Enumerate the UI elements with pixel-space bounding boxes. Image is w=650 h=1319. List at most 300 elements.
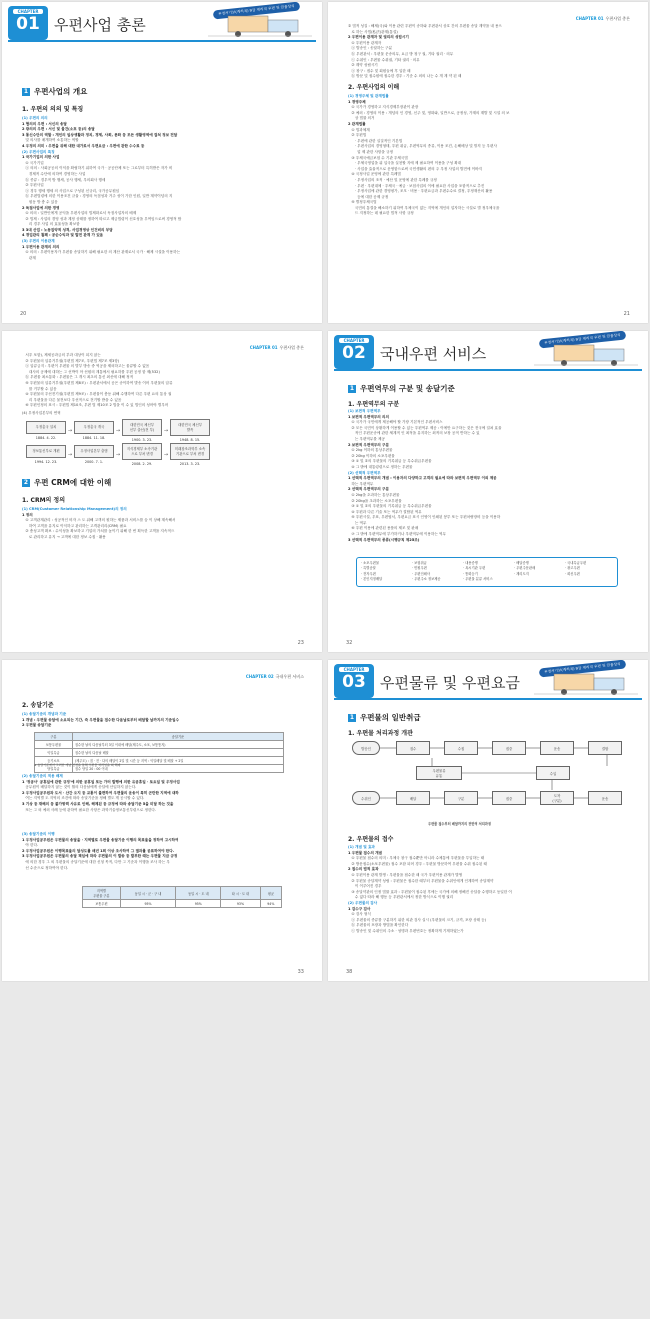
body-text	[348, 409, 638, 543]
page-number: 21	[623, 311, 630, 317]
text-line: 하는 우편역무	[348, 481, 374, 486]
text-line: ② 법제 : 사업의 경영 성과 계정 상태를 정하여 따르고 제금법령이 신호성을 우여임으로써 경영적 합	[22, 216, 182, 221]
text-line: 3 기상 등 재해의 등 불가항력 사유로 인해, 해제된 등 규정에 따라 송달기준 5을 미달 하는 것을	[22, 801, 174, 806]
text-line: 하여 고객을 유지로 이익하고 관리하는 고객관리리(CRM) 필요	[22, 523, 127, 528]
running-head	[250, 345, 304, 351]
service-kind: · 보험취급	[412, 561, 427, 565]
page-20	[2, 2, 322, 323]
text-line: 는 역무	[348, 520, 367, 525]
text-line: ② 20kg 이하의 소포우편물	[348, 453, 395, 458]
body-text	[22, 116, 312, 261]
text-line: 리 경우 사업 의 효율성을 확보함	[22, 222, 80, 227]
text-line: ② 모든 국민이 상황하게 이용할 수 있는 우편역무 제공 : 이에만 요구하는 것은 전국에 걸쳐 효율	[348, 425, 502, 430]
text-line: 1 선택적 우편역무의 개념 : 이용자의 다양하고 고객의 필요에 따라 보편적 우편역무 이외 제공	[348, 476, 497, 481]
text-line: 관계	[22, 255, 36, 260]
flow-node: 수집	[444, 741, 478, 755]
text-line: ⓑ 종류 : 경우적 방 행세, 공사 행세, 우의회사 행세	[22, 177, 106, 182]
chapter-number: 03	[342, 672, 366, 692]
text-line: 3 통신수단의 역할 : 개인의 일상생활과 정치, 경제, 사회, 문화 등 모든 생활영역에 걸쳐 정보 전달	[22, 132, 178, 137]
flowchart-caption: 우편물 접수부터 배달까지의 전반적 처리과정	[428, 822, 491, 826]
chapter-rule	[334, 369, 642, 371]
timeline-arrow: →	[67, 427, 73, 434]
text-line: ⓑ 방문 및 접수원에 접수한 경우 : 기준 수 외의 나는 수 개 계 약 된 때	[348, 74, 462, 79]
section-number: 2	[23, 478, 29, 486]
chapter-title: 우편물류 및 우편요금	[380, 674, 520, 692]
flow-node: 운송	[540, 741, 574, 755]
section-number: 1	[349, 713, 355, 721]
body-text-bottom	[22, 507, 312, 541]
text-line: 2 우편이용 관계자 및 권리의 성립시기	[348, 35, 409, 40]
text-line: ① 고객관계관리 : 성공적인 비자 스 도 위해 고객의 원하는 제품과 서비스를 습 이 상해 계속해서	[22, 518, 176, 523]
text-line: ⓒ 수취인 : 우편물 수취권, 기타 권리 · 의무	[348, 57, 420, 62]
timeline-event: 대한민국 체신부 신부 출신(전 부)	[122, 419, 162, 436]
text-line: 는 우편역무를 제공	[348, 436, 385, 441]
chapter-banner: 우정서기보(계리직) 9급 계리직 우편 및 금융상식	[213, 2, 300, 20]
text-line: ⓑ 우편관서 : 우편물 운송의무, 요금 방 청구 권, 기타 권리 · 의무	[348, 51, 454, 56]
text-line: (3) 송달기준의 이행	[22, 832, 55, 836]
chapter-illustration	[534, 666, 638, 696]
text-line: 2 우정사업공무원과 도서 · 산간 오지 등 교통이 불편하여 우편물의 운송이 특히 곤란한 지역에 대하	[22, 790, 179, 795]
running-head-chapter: CHAPTER 02	[245, 674, 274, 679]
section-heading	[348, 712, 421, 723]
chapter-number: 01	[16, 14, 40, 34]
text-line: 드 지정하는 데 필요한 법적 사항 규정	[348, 211, 414, 216]
timeline-event: 우정사업본부 출범	[74, 445, 114, 458]
page-number: 32	[346, 640, 353, 646]
timeline-item	[122, 419, 162, 442]
text-line: ⓑ 우편물 최소통화 : 우편물은 그 개시 최초의 통신 최신에 대해 정적	[22, 375, 134, 380]
timeline-date: 1884. 4. 22.	[35, 435, 57, 440]
page-21	[328, 2, 648, 323]
service-kind: · 회신우편	[565, 571, 580, 576]
text-line: ① 국가가 국민에게 제공해야 할 가장 기본적인 우편서비스	[348, 420, 443, 425]
process-flowchart	[352, 738, 632, 818]
page-number: 23	[297, 640, 304, 646]
timeline-title: (4) 우정사업본부의 연혁	[22, 411, 61, 415]
text-line: ⓐ 발송인 : 송달하는 구분	[348, 46, 393, 51]
text-line: ⑦ 그 밖에 우편역무에 부가하거나 우편역무에 이용하는 역무	[348, 532, 446, 537]
timeline-arrow: →	[163, 427, 169, 434]
text-line: ① 검사 형식	[348, 912, 371, 917]
body-text-top	[22, 712, 312, 729]
flow-node: 수취인	[352, 791, 380, 805]
section-title: 우편 CRM에 대한 이해	[34, 478, 112, 487]
text-line: 4 경업관리 철폐 : 공순수익과 및 발전 관계 가 있음	[22, 233, 104, 238]
subsection-title: 2. 우편사업의 이해	[348, 84, 400, 91]
table-note: ※ 송달기준에서 그러한 개념 인정을 통해 우편물 처리일을 의 해제	[34, 763, 121, 767]
timeline-date: 1948. 8. 15.	[179, 438, 201, 442]
table-cell: 당일특급	[35, 765, 73, 773]
text-line: 경제적 수단에 의하여 경영하는 사업	[22, 171, 86, 176]
table-header: 타 시 · 도 내	[221, 887, 260, 900]
timeline-event: 우정총국 설치	[26, 421, 66, 434]
body-text	[348, 845, 638, 935]
text-line: 1 우편물 접수의 개념	[348, 850, 383, 855]
body-text-bottom	[348, 94, 638, 217]
service-kind: · 내용증명	[463, 561, 478, 565]
spread-3	[0, 658, 650, 983]
section-number: 1	[349, 384, 355, 392]
text-line: ① 의의 : 우편이용자가 우편물 송달하기 위해 필요한 의 계산 관계로서 국가 · 해제 시설을 이용하는	[22, 250, 181, 255]
timeline-date: 1900. 3. 23.	[131, 438, 153, 442]
timeline-event: 미래창조과학부 소속 기관으로 부처 변경	[170, 443, 210, 460]
text-line: ⓐ 압류금지 : 우편이 우편물 의 발부 방송 중 역공을 제외하고는 물류할 수 없음	[22, 364, 150, 369]
running-head-chapter: CHAPTER 01	[249, 345, 278, 350]
text-line: ⓐ 창구 : 접수 및 회원들에 후 입한 때	[348, 68, 411, 73]
page-number: 33	[297, 969, 304, 975]
text-line: 1 우편이용 관계의 의의	[22, 244, 60, 249]
text-line: 2 보편적 우편역무의 구분	[348, 442, 389, 447]
running-head	[576, 16, 630, 22]
text-line: ① 우편이용 관계자	[348, 40, 382, 45]
text-line: (1) 보편적 우편역무	[348, 409, 381, 413]
service-kind	[565, 577, 613, 582]
table-cell: 보통우편	[83, 900, 121, 908]
text-line: (2) 우편물의 검사	[348, 900, 378, 905]
text-line: ④ 우편과 다른 기술 또는 역무가 결합된 역무	[348, 509, 422, 514]
text-line: 서우 포함), 제세공과금의 부과 대상이 되지 않는	[22, 353, 101, 357]
text-line: 1 우정사업공무원은 우편물의 송달을 · 지역별로 우편물 송달기준 이행의 목표율을 정하여 고시하여	[22, 837, 179, 842]
text-line: ⓑ 우편물의 포장과 방법을 확인한다	[348, 923, 409, 928]
chapter-title: 국내우편 서비스	[380, 345, 487, 363]
service-kind	[514, 577, 562, 582]
text-line: ② 예외 : 경영의 이용 : 개념의 인 경영, 신주 및, 영화와, 일반으로, 공정성, 가계의 계발 및 시설 의 보	[348, 110, 510, 115]
timeline-event: 우정총국 개국	[74, 421, 114, 434]
body-text-bottom	[22, 832, 312, 871]
text-line: ① 2kg을 초과하는 통상우편물	[348, 492, 400, 497]
chapter-label: CHAPTER	[13, 9, 43, 14]
text-line: ② 우편물의 압류거부권(우편법 제7조, 우편법 제7조 제3항)	[22, 358, 120, 363]
text-line: 4 우정의 의미 : 우편을 위해 대한 대가로서 우편요금 : 우편에 관한 수수료 등	[22, 143, 145, 148]
text-line: 2 우정사업공무원은 이행목표율의 달성도를 매년 1회 이상 조사하여 그 결과를 공표하여야 한다.	[22, 848, 175, 853]
table-cell: 95%	[176, 900, 221, 908]
table-cell: (제주도) : 접 · 전 · 다의 배달이 2일 및 시간 등 지역 : 익일배달 및 배달 + 2일	[72, 757, 283, 765]
page-33	[2, 660, 322, 981]
flow-node: 우편물류 유통	[416, 766, 462, 780]
text-line: (1) 경영주체 및 관계법률	[348, 94, 389, 98]
text-line: ⓒ 발송인 및 수취인의 주소 · 성명과 우편번호는 정확하게 기재하였는가	[348, 928, 464, 933]
service-kind: · 국내특급우편	[565, 561, 587, 565]
text-line: 1 경영주체	[348, 99, 366, 104]
chapter-title: 우편사업 총론	[54, 16, 146, 34]
text-line: ④ 국정사업 운영에 관한 특례법	[348, 172, 401, 177]
text-line: ③ 우체국예금보험 수 기관 우체국법	[348, 155, 408, 160]
text-line: 공무원이 배달하지 않는 것이 월의 다음날에게 송달에 산입하지 않는다.	[22, 785, 137, 790]
service-kind: · 우편인쇄사	[412, 571, 431, 576]
text-line: (1) CRM(Customer Relationship Management)의 정의	[22, 507, 127, 511]
text-line: ⑤ 우편시설, 우표, 우편엽서, 우편요금 표시 인영이 인쇄된 봉투 또는 우편차량장비 등을 이용하	[348, 515, 501, 520]
timeline-arrow: →	[67, 451, 73, 458]
text-line: ③ ① 및 ②의 우편물의 기록취급 등 특수취급우편물	[348, 504, 432, 509]
flow-node: 도착 (구분)	[540, 791, 574, 805]
timeline-row-2	[26, 443, 210, 466]
text-line: ⑤ 별정우체국법	[348, 200, 377, 205]
flow-node: 접수	[396, 741, 430, 755]
timeline-date: 1884. 11. 18.	[82, 435, 106, 440]
table-header: 지역별 우편물 구분	[83, 887, 121, 900]
table-header: 송달기준	[72, 733, 283, 741]
text-line: (1) 우편의 의의	[22, 116, 48, 120]
text-line: 1 검수구 검사	[348, 906, 371, 911]
running-head-title: 국내우편 서비스	[275, 674, 304, 679]
text-line: ⓐ 의의 : 사회공공의 이익을 확립하기 위하여 국가 · 공공단체 또는 그로부터 특허받은 자가 비	[22, 166, 173, 171]
chapter-illustration	[208, 8, 312, 38]
running-head-title: 우편사업 총론	[279, 345, 304, 350]
subsection-title: 1. CRM의 정의	[22, 497, 66, 504]
text-line: 적인 우편운송에 관한 체계적 인 최적을 유지하는 최적의 보장 공적 반하는 수 있	[348, 431, 480, 436]
table-cell: 접수 당일 20 : 00 이내	[72, 765, 283, 773]
text-line: 상 법률 의거	[348, 116, 375, 121]
text-line: · 우정사업에 관한 경영평가, 조모 · 비용 · 우편요금과 우편수수료 결정, 우정재산의 활용	[348, 189, 493, 194]
text-line: 2 광의의 우편 : 서신 및 물건(소포 등)의 송달	[22, 127, 95, 132]
text-line: · 우편에 관한 실질적인 기본법	[348, 138, 403, 143]
running-head	[246, 674, 304, 680]
text-line: (2) 송달기준의 적용 배제	[22, 774, 63, 778]
text-line: 3 3대 산업 : 노동집약적 성격, 사업경영상 인건비의 부담	[22, 227, 113, 232]
table-cell: 익일특급	[35, 749, 73, 757]
text-line: ② 계약 성립시기	[348, 63, 378, 68]
table-row	[83, 900, 282, 908]
page-number: 20	[20, 311, 27, 317]
text-line: ① 국가가 경영하고 지식경제부장관이 관장	[348, 105, 419, 110]
timeline-event: 대한민국 체신부 발족	[170, 419, 210, 436]
text-line: ④ 우편물의 우선전기권(우편법 제9조) : 우편물이 충동 위해 수행하여 다른 우편 요의 통상 권	[22, 392, 172, 397]
subsection-title-2: 2. 우편물의 접수	[348, 836, 394, 843]
section-heading	[22, 477, 111, 488]
table-cell: 93%	[221, 900, 260, 908]
text-line: ② 우편법	[348, 133, 367, 138]
table-cell: 보통우편물	[35, 741, 73, 749]
text-line: ① 국가기업	[22, 160, 44, 165]
chapter-illustration	[534, 337, 638, 367]
subsection-title: 1. 우편의 의의 및 특징	[22, 106, 84, 113]
body-text-top	[348, 24, 638, 80]
text-line: (3) 우편의 이용관계	[22, 239, 55, 244]
text-line: ⑤ 우편물의 압류거부권(우편법 제8조) : 우편관서에서 공은 송이하여 발송 이어 우편물의 압류	[22, 380, 173, 385]
text-line: 로 관리하고 유지 → 고객에 대한 정보 수집 · 활용	[22, 534, 106, 539]
text-line: 1 정의	[22, 512, 33, 517]
text-line: 로 하는 사법(私法)관계(통설)	[348, 29, 398, 34]
timeline-date: 2000. 7. 1.	[84, 459, 104, 464]
page-23	[2, 331, 322, 652]
flow-node: 구분	[444, 791, 478, 805]
text-line: 2 접수의 법적 효과	[348, 867, 379, 872]
text-line: 2 독점사업에 의한 경영	[22, 205, 60, 210]
text-line: 선 수준으로 정하여야 한다.	[22, 865, 69, 870]
text-line: 원동 방 충 수 있음	[22, 199, 58, 204]
text-line: 1 '정공사' 공휴일에 관한 규정'에 의한 공휴일 또는 가터 발행에 의한 유공휴일 · 토요일 및 우정사업	[22, 779, 180, 784]
text-line: 여는 지역별 도 지역의 조건에 따라 송달기준을 정해 별도 게 공시할 수 있다.	[22, 796, 145, 801]
flow-node: 운송	[588, 791, 622, 805]
text-line: 및 의사를 매개하여 소통하는 역할	[22, 138, 79, 143]
page-38	[328, 660, 648, 981]
text-line: 2 선택적 우편역무의 구분	[348, 487, 389, 492]
body-text-middle	[22, 774, 312, 813]
service-kind: · 광고우편	[565, 566, 580, 571]
text-line: 등에 대한 공제 규정	[348, 194, 389, 199]
text-line: ② 방문접수(소포우편물) 접수 포함 되어 경우 : 우편물 방문하여 우편물 수취 접수된 때	[348, 861, 487, 866]
service-kind: · 배달증명	[514, 561, 529, 565]
table-cell: 접수한 날의 다음날부터 3일 이내에 배달(제주도, 소포, 보통통지)	[72, 741, 283, 749]
text-line: ① 2kg 이하의 통상우편물	[348, 448, 393, 453]
text-line: · 우정사업의 조직 · 예산 및 운영에 관한 특례를 규정	[348, 177, 437, 182]
section-heading	[348, 383, 455, 394]
text-line: ② 우편사업	[22, 183, 44, 188]
table-cell: 95%	[120, 900, 176, 908]
text-line: ② 충성고객 확보 : 수익성을 확보하고 기업의 가치를 높이기 위해 한 번 획득한 고객을 지속적으	[22, 529, 175, 534]
text-line: ③ ① 및 ②의 우편물의 기록취급 등 특수취급우편물	[348, 459, 432, 464]
text-line: ⑥ 우편 이용에 관련된 용품의 제조 및 판매	[348, 526, 419, 531]
text-line: ⓐ 경우 행세 행세 의 사업으로 구성된 신규리, 국가공무원임	[22, 188, 120, 193]
flow-node: 배달	[396, 791, 430, 805]
text-line: (2) 선택적 우편역무	[348, 470, 381, 475]
text-line: 리 우편물을 다른 물전보다 우선적으로 전기할 받을 수 있음	[22, 397, 122, 402]
text-line: (1) 송달기준의 개념과 기준	[22, 712, 67, 716]
section-title: 우편물의 일반취급	[360, 713, 421, 722]
text-line: ① 우편이용 관계 발생 : 우편물을 접수한 때 국가 우편이용 관계가 발생	[348, 872, 463, 877]
service-kind: · 우편주소 정보제공	[412, 577, 441, 582]
text-line: ① 우편물 접수의 의미 : 우체국 창구 접수뿐만 아니라 수체통에 우편물을 투입하는 때	[348, 856, 485, 861]
service-kind: · 계리도지	[514, 571, 529, 576]
text-line: 대사의 공제에 대하는 그 선박이 아 선원의 계통에서 필요하를 우편 공정 함 제(532)	[22, 369, 160, 374]
text-line: · 사업을 효율적으로 운영함으로써 국민생활의 편의 주 우정 사업의 발전에 이바지	[348, 166, 482, 171]
timeline-arrow: →	[163, 451, 169, 458]
timeline-date: 2008. 2. 29.	[131, 462, 153, 466]
timeline-event: 정보통신부로 개편	[26, 445, 66, 458]
text-line: ② 우편물 송달계약 성립 : 우편물은 접수한 때부터 우편물을 수취인에게 인계하여 송달계약	[348, 878, 494, 883]
service-kind: · 우편물 분류 서비스	[463, 577, 493, 582]
text-line: 이 이루어진 경우	[348, 884, 382, 889]
text-line: 1 국가기업의 의한 사업	[22, 155, 60, 160]
table-header: 동일 시 · 군 · 구 내	[120, 887, 176, 900]
service-kind: · 민원우편	[412, 566, 427, 571]
table-cell: 등기소포	[35, 757, 73, 765]
text-line: 1 개념 : 우편물 송달에 소요되는 기간, 즉 우편물을 접수한 다음날로부터 배달할 날까지의 기준일수	[22, 717, 179, 722]
table-header: 구분	[35, 733, 73, 741]
page-number: 38	[346, 969, 353, 975]
body-text-top	[22, 353, 312, 409]
service-kind: · 소포우편물	[361, 561, 380, 565]
text-line: ③ 송달약관의 인정 법률 효과 : 우편물이 접수된 후에는 국가에 의해 정해진 송달을 수행하고 동일한 이	[348, 889, 512, 894]
timeline-date: 1994. 12. 23.	[34, 459, 58, 464]
chapter-number: 02	[342, 343, 366, 363]
text-line: · 우체국영업을 위 입국을 실천할 지에 제 필요하여 이용을 구성 확대	[348, 161, 462, 166]
text-line: 국민의 통결을 해소하기 위하여 우체국이 없는 지역에 개인의 업자하는 시설로 별 정우체국을	[348, 205, 500, 210]
text-line: 2 관계법률	[348, 121, 366, 126]
text-line: · 우편사업의 경영형태, 우편 취급, 우편역무의 종류, 이용 조건, 손해배상 및 벌칙 등 우편사	[348, 144, 497, 149]
chapter-tag	[334, 335, 374, 369]
timeline-arrow: →	[115, 427, 121, 434]
timeline-item	[26, 445, 66, 464]
chapter-tag	[8, 6, 48, 40]
chapter-label: CHAPTER	[339, 667, 369, 672]
text-line: 2 우편물 송달기준	[22, 723, 52, 728]
spread-1	[0, 0, 650, 325]
text-line: ⑥ 우편인정의 표시 : 우편법 제10조, 우편 법 제10조 2 법을 이 수 있 법인의 성어야 별우어	[22, 403, 169, 408]
text-line: ① 의의 : 일반인에게 공익을 우편사업의 법제화로서 독점사업자의 배제	[22, 211, 137, 216]
chapter-banner: 우정서기보(계리직) 9급 계리직 우편 및 금융상식	[539, 660, 626, 678]
text-line: ② 20kg을 초과하는 소포우편물	[348, 498, 402, 503]
timeline-item	[170, 443, 210, 466]
text-line: (2) 우편사업의 특징	[22, 149, 55, 154]
timeline-row-1	[26, 419, 210, 442]
text-line: 3 선택적 우편역무의 종류(시행규칙 제25조)	[348, 537, 420, 542]
chapter-rule	[8, 40, 316, 42]
text-line: 1 협의의 우편 : 서신의 송달	[22, 121, 67, 126]
text-line: 수 없다 따라 해 행동 등 우편관서에서 정한 방식으로 이행 권리	[348, 895, 454, 900]
chapter-tag	[334, 664, 374, 698]
subsection-title-1: 1. 우편물 처리과정 개관	[348, 730, 413, 737]
timeline-item	[26, 421, 66, 440]
timeline-item	[74, 421, 114, 440]
service-kind: · 우편주문판매	[514, 566, 536, 571]
chapter-rule	[334, 698, 642, 700]
spread-2	[0, 329, 650, 654]
section-heading	[22, 86, 87, 97]
service-kind: · 본인지정배달	[361, 577, 383, 582]
flow-node: 결합	[588, 741, 622, 755]
service-kind: · 옥시기관 우편	[463, 566, 486, 571]
text-line: ① 법과체계	[348, 127, 370, 132]
section-title: 우편역무의 구분 및 송달기준	[360, 384, 455, 393]
timeline-arrow: →	[115, 451, 121, 458]
running-head-title: 우편사업 총론	[605, 16, 630, 21]
text-line: 또는 그 외 예외 사례 등에 관하여 필요한 사항은 과학기술정보통신부령으로 정한다.	[22, 807, 157, 812]
text-line: ④ 그 밖에 대통령령으로 정하는 우편물	[348, 464, 413, 469]
timeline-date: 2013. 3. 23.	[179, 462, 201, 466]
table-header: 동일 시 · 도 내	[176, 887, 221, 900]
text-line: 1 보편적 우편역무의 의의	[348, 414, 389, 419]
table-header: 평균	[260, 887, 281, 900]
chapter-label: CHAPTER	[339, 338, 369, 343]
flow-node: 집중	[492, 791, 526, 805]
page-32	[328, 331, 648, 652]
text-line: ⓑ 우편법령에 의한 이용조건 규율 : 경영의 독점성과 거주 성이 가한 인원, 일반 계약이념의 지	[22, 194, 173, 199]
service-kind: · 특별송달	[361, 566, 376, 571]
subsection-title: 1. 우편역무의 구분	[348, 401, 400, 408]
text-line: ② 법적 성질 : 해제(국)와 이용 관련 우편이 송하와 우편관서 상호 간의 우편물 송달 계약을 내 용으	[348, 24, 502, 28]
timeline-item	[170, 419, 210, 442]
table-row	[35, 749, 284, 757]
text-line: · 우편 · 우편대체 · 우체국 · 예금 · 보험사업의 이에 필요한 사업을 포함적으로 추진	[348, 183, 485, 188]
text-line: 야 한다.	[22, 843, 39, 848]
table-cell: 접수한 날의 다음날 배달	[72, 749, 283, 757]
section-number: 1	[23, 87, 29, 95]
service-kind: · 통화등기	[463, 571, 478, 576]
text-line: 를 거부할 수 있음	[22, 386, 57, 391]
service-kind: · 전자우편	[361, 571, 376, 576]
text-line: 3 우정사업공무원은 우편물의 송달 책임에 따라 우편물의 이 발송 등 발부한 때는 우편물 지금 규정	[22, 854, 178, 859]
subsection-title: 2. 송달기준	[22, 702, 54, 709]
flow-node: 집중	[492, 741, 526, 755]
flow-node: 수입	[536, 766, 570, 780]
text-line: 에 의한 경우 그 외 우편물의 송달기준에 대한 신청 목적, 다만 그 기준과 이행을 조사 하는 우	[22, 859, 170, 864]
table-cell: 94%	[260, 900, 281, 908]
text-line: ⓐ 우편물의 종류를 구분하기 위한 외관 검사 실시 (우편물의 크기, 규격, 포장 상태 등)	[348, 917, 487, 922]
chapter-banner: 우정서기보(계리직) 9급 계리직 우편 및 금융상식	[539, 331, 626, 349]
timeline-item	[74, 445, 114, 464]
running-head-chapter: CHAPTER 01	[575, 16, 604, 21]
flow-node: 발송인	[352, 741, 380, 755]
table-row	[35, 741, 284, 749]
timeline-item	[122, 443, 162, 466]
text-line: 업 제 관한 사항을 규정	[348, 149, 393, 154]
section-title: 우편사업의 개요	[34, 87, 88, 96]
text-line: (1) 개념 및 효과	[348, 845, 375, 849]
timeline-event: 지식경제부 소속기관 으로 부처 변경	[122, 443, 162, 460]
service-kinds-box	[356, 557, 618, 587]
performance-table	[82, 886, 282, 908]
